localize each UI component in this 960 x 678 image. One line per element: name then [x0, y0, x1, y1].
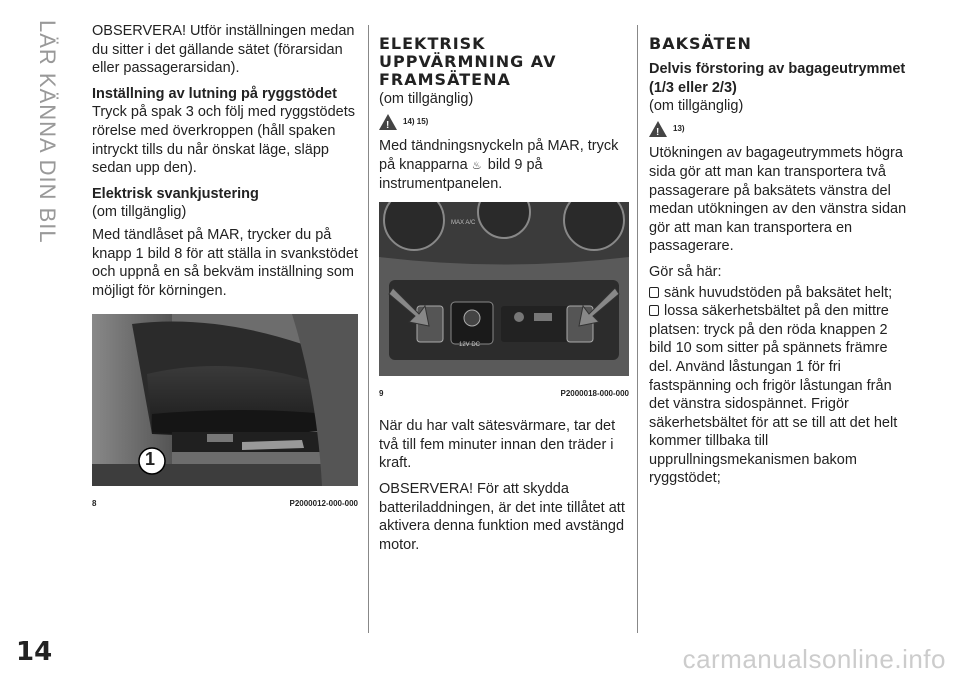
- callout-1: 1: [145, 449, 156, 470]
- column-1: [92, 22, 358, 514]
- bullet-text: lossa säkerhetsbältet på den mittre platsen: tryck på den röda knappen 2 bild 10 som sitter på spännets främre del. Använd låstungan 1 för fri fastspänning och frigör låstungan från det vänstra sidospännet. Frigör säkerhetsbältet för att se till att det helt kommer tillbaka till upprullningsmekanismen bakom ryggstödet;: [649, 303, 898, 487]
- heated-seats-title-1: ELEKTRISK: [379, 34, 486, 53]
- rear-seats-title: BAKSÄTEN: [649, 34, 752, 53]
- heated-seats-availability: (om tillgänglig): [379, 91, 474, 107]
- warning-icon: !: [379, 114, 397, 130]
- para-heated-1-a: Med tändningsnyckeln på MAR, tryck på knapparna: [379, 138, 619, 173]
- warning-ref-text: 13): [673, 123, 685, 133]
- twelve-volt-label: 12V DC: [459, 341, 481, 348]
- figure-8: [92, 314, 358, 513]
- warning-ref: [649, 120, 911, 139]
- watermark: carmanualsonline.info: [682, 644, 946, 674]
- seat-photo: [92, 314, 358, 486]
- bullet-icon: [649, 305, 659, 316]
- para-heated-2: När du har valt sätesvärmare, tar det två till fem minuter innan den träder i kraft.: [379, 418, 616, 472]
- column-divider: [637, 25, 638, 633]
- para-heated-1: [379, 137, 629, 194]
- max-ac-label: MAX A/C: [451, 219, 476, 226]
- seat-heater-icon: ♨: [471, 159, 482, 172]
- lumbar-availability: (om tillgänglig): [92, 204, 187, 221]
- dashboard-photo: [379, 202, 629, 376]
- warning-ref-text: 14) 15): [403, 116, 429, 126]
- bullet-item: [649, 284, 911, 303]
- figure-8-caption: [92, 495, 358, 514]
- para-luggage-1: Utökningen av bagageutrymmets högra sida gör att man kan transportera två passagerare på baksätets vänstra del medan utökningen av den vänstra sidan gör att man kan transportera en passagerare.: [649, 145, 907, 255]
- column-3: [649, 34, 911, 488]
- heading-lumbar: Elektrisk svankjustering: [92, 185, 259, 202]
- warning-icon: !: [649, 121, 667, 137]
- section-title-text: LÄR KÄNNA DIN BIL: [35, 20, 60, 244]
- heading-luggage: Delvis förstoring av bagageutrymmet (1/3 eller 2/3): [649, 61, 906, 96]
- bullet-icon: [649, 287, 659, 298]
- heading-backrest: Inställning av lutning på ryggstödet: [92, 85, 337, 102]
- para-backrest: Tryck på spak 3 och följ med ryggstödets rörelse med överkroppen (håll spaken intryckt tills du når önskat läge, släpp sedan upp den).: [92, 104, 355, 177]
- para-luggage-2: Gör så här:: [649, 263, 722, 280]
- figure-9-number: 9: [379, 388, 384, 398]
- para-lumbar: Med tändlåset på MAR, trycker du på knapp 1 bild 8 för att ställa in svankstödet och uppnå en så bekväm inställning som möjligt för körningen.: [92, 226, 358, 299]
- figure-9: [379, 202, 629, 403]
- column-2: [379, 34, 629, 561]
- warning-ref: [379, 113, 629, 132]
- heated-seats-title-3: FRAMSÄTENA: [379, 70, 511, 89]
- figure-9-code: P2000018-000-000: [560, 388, 629, 398]
- figure-8-number: 8: [92, 498, 97, 508]
- luggage-availability: (om tillgänglig): [649, 98, 744, 115]
- heated-seats-title-2: UPPVÄRMNING AV: [379, 52, 557, 71]
- section-side-title: [0, 20, 80, 260]
- column-divider: [368, 25, 369, 633]
- figure-9-caption: [379, 385, 629, 404]
- para-heated-1-b: bild 9 på instrumentpanelen.: [379, 156, 543, 193]
- bullet-text: sänk huvudstöden på baksätet helt;: [664, 284, 893, 301]
- intro-note: OBSERVERA! Utför inställningen medan du sitter i det gällande sätet (förarsidan eller passagerarsidan).: [92, 23, 355, 77]
- bullet-item: [649, 302, 911, 488]
- para-heated-3: OBSERVERA! För att skydda batteriladdningen, är det inte tillåtet att aktivera denna funktion med avstängd motor.: [379, 480, 625, 553]
- figure-8-code: P2000012-000-000: [289, 498, 358, 508]
- page-number: 14: [16, 637, 53, 667]
